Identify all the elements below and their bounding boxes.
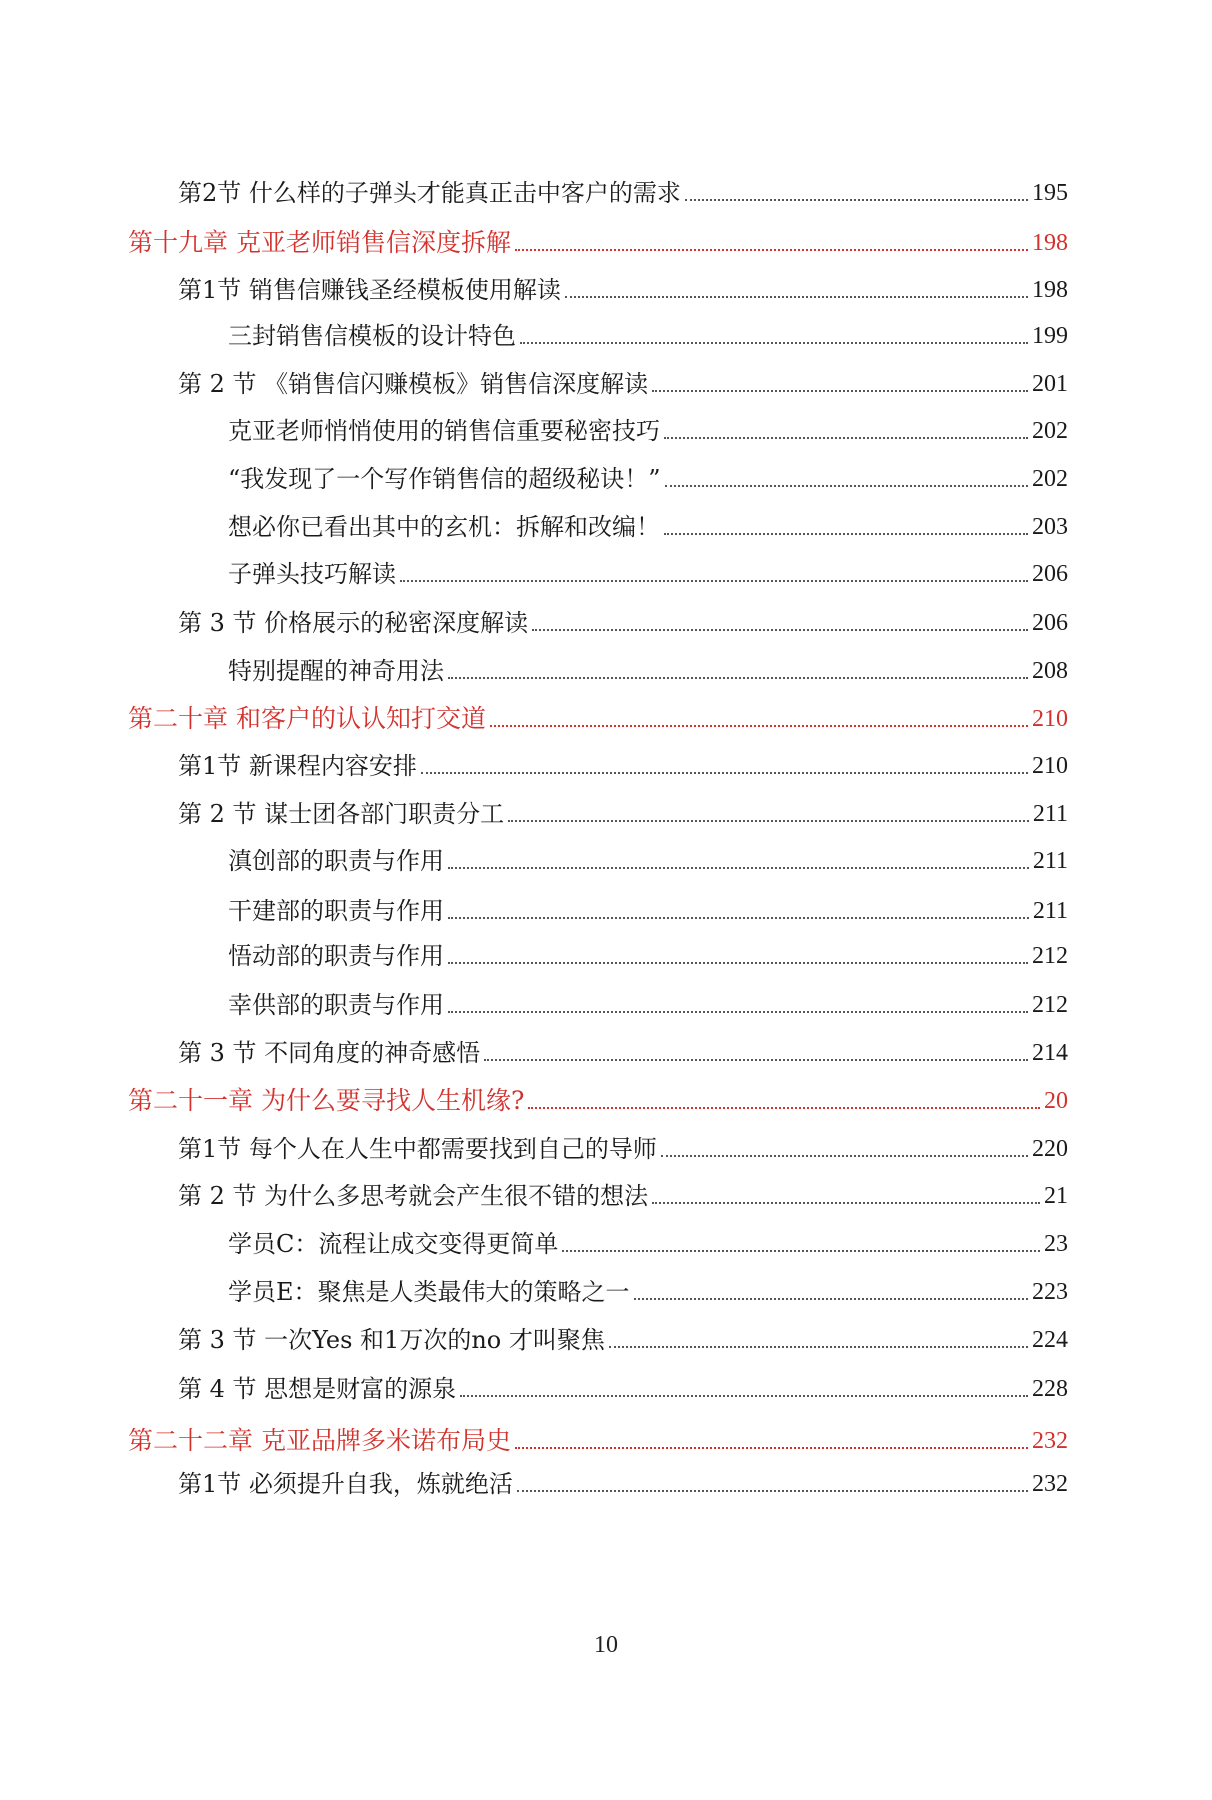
dot-leader bbox=[484, 1059, 1028, 1061]
toc-chapter-entry[interactable] bbox=[128, 1416, 1068, 1456]
toc-entry-title: 学员C：流程让成交变得更简单 bbox=[228, 1230, 559, 1258]
toc-entry-page: 232 bbox=[1032, 1428, 1068, 1454]
toc-entry-title: 想必你已看出其中的玄机：拆解和改编！ bbox=[228, 513, 660, 541]
toc-entry-page: 23 bbox=[1044, 1231, 1068, 1257]
toc-entry[interactable] bbox=[228, 646, 1068, 686]
toc-entry[interactable] bbox=[228, 1219, 1068, 1259]
dot-leader bbox=[562, 1250, 1040, 1252]
toc-entry-title: 第二十一章 为什么要寻找人生机缘? bbox=[128, 1086, 525, 1115]
toc-entry[interactable] bbox=[178, 1028, 1068, 1068]
dot-leader bbox=[460, 1395, 1028, 1397]
toc-entry-title: 学员E：聚焦是人类最伟大的策略之一 bbox=[228, 1278, 630, 1306]
toc-entry-page: 224 bbox=[1032, 1327, 1068, 1353]
dot-leader bbox=[609, 1346, 1028, 1348]
toc-chapter-entry[interactable] bbox=[128, 218, 1068, 258]
dot-leader bbox=[448, 1011, 1028, 1013]
dot-leader bbox=[400, 580, 1028, 582]
toc-entry[interactable] bbox=[228, 836, 1068, 876]
toc-entry-page: 212 bbox=[1032, 943, 1068, 969]
toc-entry-title: 第 2 节 为什么多思考就会产生很不错的想法 bbox=[178, 1182, 649, 1210]
dot-leader bbox=[685, 199, 1028, 201]
toc-entry[interactable] bbox=[228, 931, 1068, 971]
toc-entry-title: 第二十二章 克亚品牌多米诺布局史 bbox=[128, 1426, 511, 1455]
toc-entry[interactable] bbox=[178, 168, 1068, 208]
toc-chapter-entry[interactable] bbox=[128, 1076, 1068, 1116]
dot-leader bbox=[448, 867, 1029, 869]
toc-entry-title: 第1节 销售信赚钱圣经模板使用解读 bbox=[178, 276, 561, 304]
toc-entry-page: 214 bbox=[1032, 1040, 1068, 1066]
page-number: 10 bbox=[594, 1632, 618, 1658]
toc-entry-title: 第1节 每个人在人生中都需要找到自己的导师 bbox=[178, 1135, 657, 1163]
toc-entry-page: 203 bbox=[1032, 514, 1068, 540]
toc-entry-title: 第 2 节 谋士团各部门职责分工 bbox=[178, 800, 505, 828]
toc-entry-title: 第1节 新课程内容安排 bbox=[178, 752, 417, 780]
toc-entry-page: 211 bbox=[1032, 801, 1068, 827]
dot-leader bbox=[448, 962, 1028, 964]
toc-entry-title: 第 3 节 不同角度的神奇感悟 bbox=[178, 1039, 481, 1067]
toc-entry-title: 第 4 节 思想是财富的源泉 bbox=[178, 1375, 457, 1403]
toc-entry[interactable] bbox=[228, 549, 1068, 589]
toc-entry[interactable] bbox=[228, 886, 1068, 926]
toc-entry-title: 三封销售信模板的设计特色 bbox=[228, 322, 516, 350]
toc-entry-page: 198 bbox=[1032, 277, 1068, 303]
dot-leader bbox=[448, 917, 1029, 919]
toc-entry-title: 滇创部的职责与作用 bbox=[228, 847, 444, 875]
toc-entry[interactable] bbox=[178, 1459, 1068, 1499]
dot-leader bbox=[517, 1490, 1028, 1492]
toc-chapter-entry[interactable] bbox=[128, 694, 1068, 734]
toc-entry-title: 悟动部的职责与作用 bbox=[228, 942, 444, 970]
toc-entry[interactable] bbox=[178, 1315, 1068, 1355]
toc-entry-title: 第 3 节 一次Yes 和1万次的no 才叫聚焦 bbox=[178, 1326, 605, 1354]
toc-entry-title: 克亚老师悄悄使用的销售信重要秘密技巧 bbox=[228, 417, 660, 445]
toc-entry-page: 202 bbox=[1032, 418, 1068, 444]
toc-entry-page: 20 bbox=[1044, 1088, 1068, 1114]
toc-entry[interactable] bbox=[178, 359, 1068, 399]
dot-leader bbox=[664, 533, 1028, 535]
dot-leader bbox=[661, 1155, 1028, 1157]
toc-entry[interactable] bbox=[178, 598, 1068, 638]
dot-leader bbox=[520, 342, 1028, 344]
dot-leader bbox=[508, 820, 1029, 822]
toc-entry[interactable] bbox=[228, 454, 1068, 494]
toc-entry-page: 211 bbox=[1032, 848, 1068, 874]
toc-entry[interactable] bbox=[228, 1267, 1068, 1307]
toc-entry-title: 幸供部的职责与作用 bbox=[228, 991, 444, 1019]
toc-entry-page: 206 bbox=[1032, 610, 1068, 636]
toc-entry-page: 211 bbox=[1032, 898, 1068, 924]
toc-entry-page: 210 bbox=[1032, 753, 1068, 779]
toc-entry-page: 208 bbox=[1032, 658, 1068, 684]
toc-entry[interactable] bbox=[178, 789, 1068, 829]
toc-entry-title: 干建部的职责与作用 bbox=[228, 897, 444, 925]
toc-entry[interactable] bbox=[178, 265, 1068, 305]
toc-entry[interactable] bbox=[228, 311, 1068, 351]
dot-leader bbox=[528, 1107, 1040, 1109]
dot-leader bbox=[652, 1202, 1040, 1204]
toc-entry-title: 第十九章 克亚老师销售信深度拆解 bbox=[128, 228, 511, 257]
toc-entry-page: 198 bbox=[1032, 230, 1068, 256]
toc-entry[interactable] bbox=[178, 741, 1068, 781]
toc-entry-page: 201 bbox=[1032, 371, 1068, 397]
toc-entry[interactable] bbox=[228, 406, 1068, 446]
dot-leader bbox=[448, 677, 1028, 679]
toc-entry-page: 220 bbox=[1032, 1136, 1068, 1162]
toc-entry[interactable] bbox=[228, 502, 1068, 542]
toc-entry-title: 第2节 什么样的子弹头才能真正击中客户的需求 bbox=[178, 179, 681, 207]
dot-leader bbox=[490, 725, 1028, 727]
dot-leader bbox=[532, 629, 1028, 631]
toc-entry-title: 第 2 节 《销售信闪赚模板》销售信深度解读 bbox=[178, 370, 649, 398]
toc-entry[interactable] bbox=[178, 1124, 1068, 1164]
toc-entry-page: 21 bbox=[1044, 1183, 1068, 1209]
dot-leader bbox=[664, 437, 1028, 439]
toc-entry-page: 223 bbox=[1032, 1279, 1068, 1305]
dot-leader bbox=[565, 296, 1028, 298]
toc-entry-page: 212 bbox=[1032, 992, 1068, 1018]
toc-entry-title: 子弹头技巧解读 bbox=[228, 560, 396, 588]
toc-entry-page: 206 bbox=[1032, 561, 1068, 587]
dot-leader bbox=[515, 1447, 1028, 1449]
dot-leader bbox=[665, 485, 1028, 487]
toc-entry-title: 特别提醒的神奇用法 bbox=[228, 657, 444, 685]
toc-entry-page: 210 bbox=[1032, 706, 1068, 732]
toc-entry-title: 第二十章 和客户的认认知打交道 bbox=[128, 704, 486, 733]
toc-entry-page: 202 bbox=[1032, 466, 1068, 492]
dot-leader bbox=[421, 772, 1028, 774]
toc-entry[interactable] bbox=[178, 1364, 1068, 1404]
toc-entry-page: 195 bbox=[1032, 180, 1068, 206]
toc-entry-title: 第 3 节 价格展示的秘密深度解读 bbox=[178, 609, 529, 637]
dot-leader bbox=[515, 249, 1028, 251]
toc-entry-page: 232 bbox=[1032, 1471, 1068, 1497]
toc-entry-page: 228 bbox=[1032, 1376, 1068, 1402]
toc-entry-title: 第1节 必须提升自我，炼就绝活 bbox=[178, 1470, 513, 1498]
dot-leader bbox=[652, 390, 1028, 392]
dot-leader bbox=[634, 1298, 1028, 1300]
toc-entry-title: “我发现了一个写作销售信的超级秘诀！” bbox=[228, 465, 661, 493]
toc-entry[interactable] bbox=[178, 1171, 1068, 1211]
toc-entry[interactable] bbox=[228, 980, 1068, 1020]
toc-entry-page: 199 bbox=[1032, 323, 1068, 349]
